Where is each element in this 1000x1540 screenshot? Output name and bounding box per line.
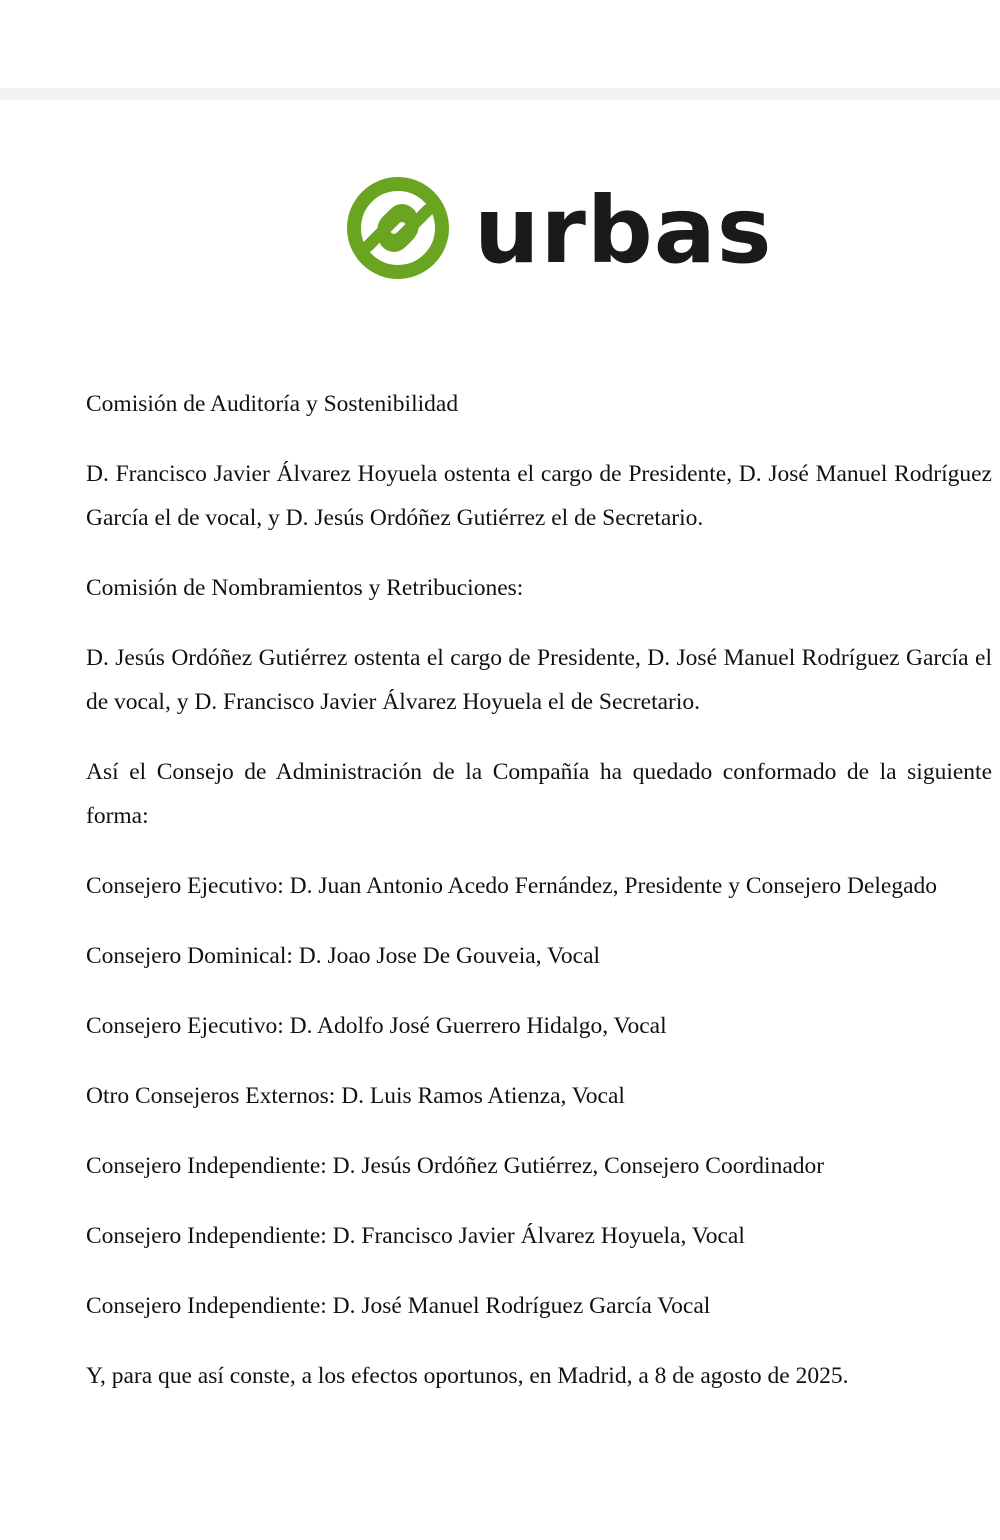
board-member-7: Consejero Independiente: D. José Manuel Rodríguez García Vocal — [86, 1293, 711, 1319]
closing-statement: Y, para que así conste, a los efectos oportunos, en Madrid, a 8 de agosto de 2025. — [86, 1363, 849, 1389]
heading-appointments-committee: Comisión de Nombramientos y Retribuciones: — [86, 575, 524, 601]
urbas-logo — [346, 176, 773, 284]
board-member-1: Consejero Ejecutivo: D. Juan Antonio Acedo Fernández, Presidente y Consejero Delegado — [86, 873, 938, 899]
top-band — [0, 88, 1000, 100]
board-member-3: Consejero Ejecutivo: D. Adolfo José Guerrero Hidalgo, Vocal — [86, 1013, 667, 1039]
heading-audit-committee: Comisión de Auditoría y Sostenibilidad — [86, 391, 459, 417]
board-member-2: Consejero Dominical: D. Joao Jose De Gouveia, Vocal — [86, 943, 601, 969]
audit-committee-members: D. Francisco Javier Álvarez Hoyuela ostenta el cargo de Presidente, D. José Manuel Rodríguez García el de vocal, y D. Jesús Ordóñez Gutiérrez el de Secretario. — [86, 461, 992, 531]
board-member-4: Otro Consejeros Externos: D. Luis Ramos Atienza, Vocal — [86, 1083, 625, 1109]
board-member-5: Consejero Independiente: D. Jesús Ordóñez Gutiérrez, Consejero Coordinador — [86, 1153, 825, 1179]
board-intro: Así el Consejo de Administración de la Compañía ha quedado conformado de la siguiente forma: — [86, 759, 992, 829]
logo-wordmark: urbas — [474, 177, 773, 284]
board-member-6: Consejero Independiente: D. Francisco Javier Álvarez Hoyuela, Vocal — [86, 1223, 745, 1249]
appointments-committee-members: D. Jesús Ordóñez Gutiérrez ostenta el cargo de Presidente, D. José Manuel Rodríguez García el de vocal, y D. Francisco Javier Álvarez Hoyuela el de Secretario. — [86, 645, 992, 715]
document-body — [86, 382, 992, 1398]
logo-emblem-ring — [354, 184, 442, 272]
